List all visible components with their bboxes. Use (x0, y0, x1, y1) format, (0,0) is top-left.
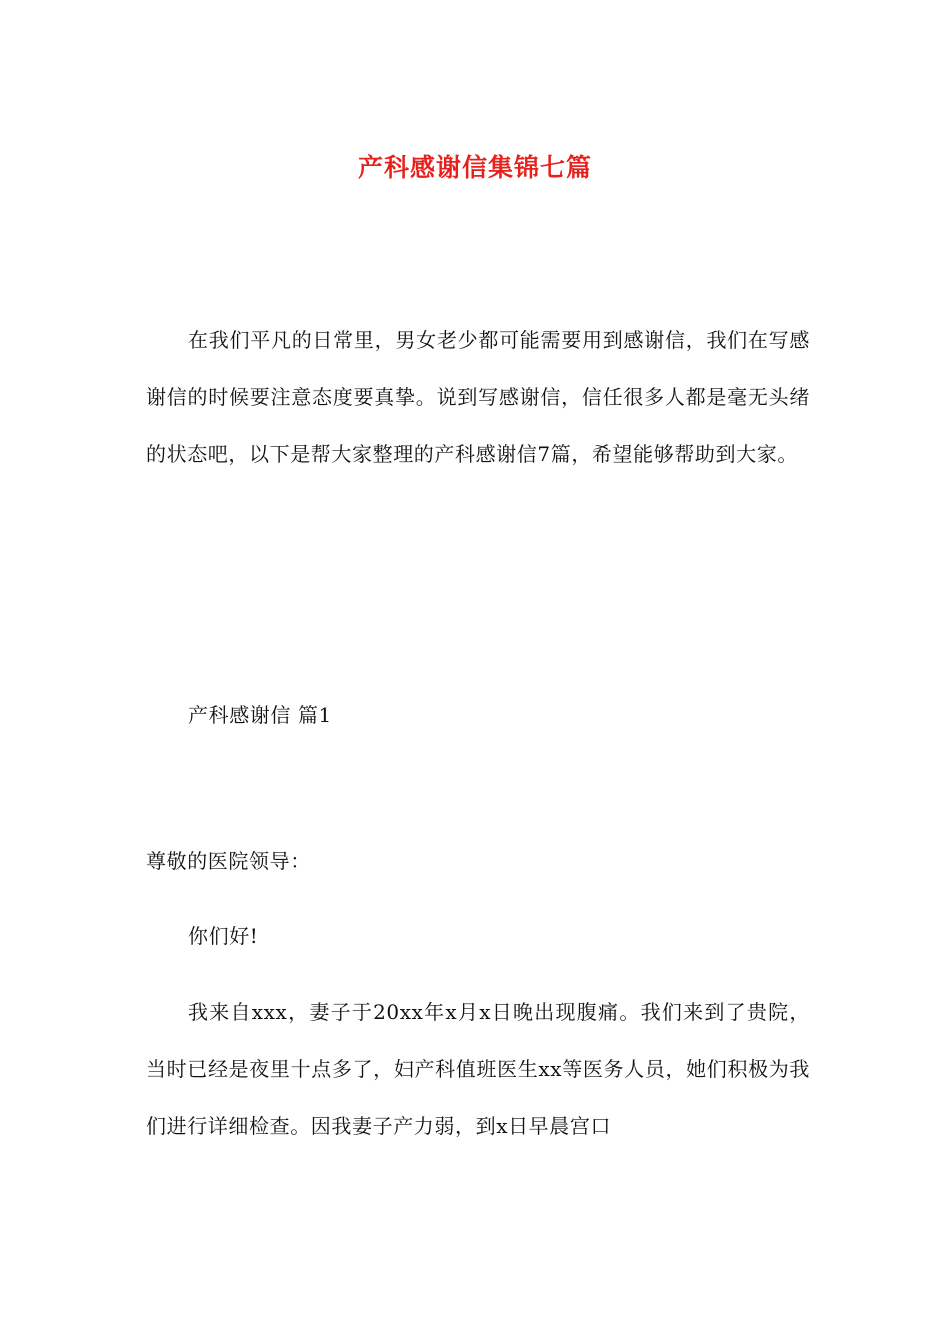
intro-paragraph: 在我们平凡的日常里，男女老少都可能需要用到感谢信，我们在写感谢信的时候要注意态度要真挚。说到写感谢信，信任很多人都是毫无头绪的状态吧，以下是帮大家整理的产科感谢信7篇，希望能够帮助到大家。 (146, 328, 810, 466)
section-heading: 产科感谢信 篇1 (188, 703, 332, 727)
letter-greeting: 你们好! (188, 924, 259, 948)
letter-body-paragraph: 我来自xxx，妻子于20xx年x月x日晚出现腹痛。我们来到了贵院，当时已经是夜里十点多了，妇产科值班医生xx等医务人员，她们积极为我们进行详细检查。因我妻子产力弱，到x日早晨宫口 (146, 1000, 810, 1138)
document-title: 产科感谢信集锦七篇 (357, 152, 592, 182)
letter-salutation: 尊敬的医院领导： (146, 849, 311, 873)
